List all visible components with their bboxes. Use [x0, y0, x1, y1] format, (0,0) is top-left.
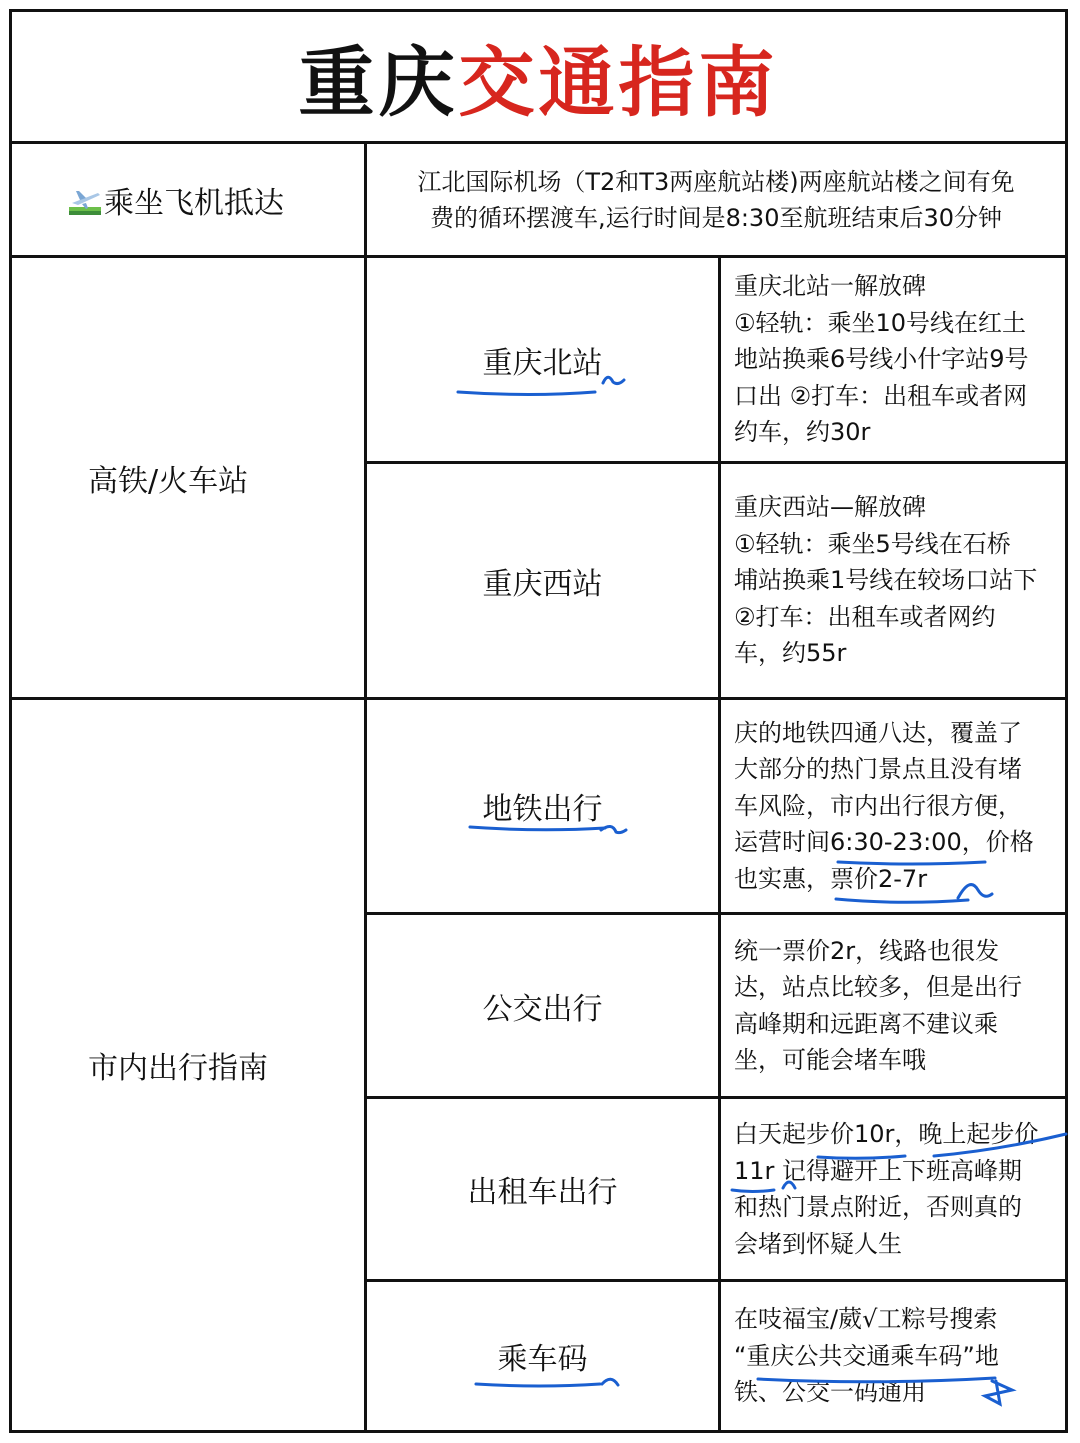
- page-title: [12, 12, 1065, 141]
- city-item-description: 在吱福宝/葳√工粽号搜索 “重庆公共交通乘车码”地 铁、公交一码通用: [734, 1305, 999, 1407]
- rail-category: [12, 258, 364, 697]
- airport-label: 乘坐飞机抵达: [104, 185, 284, 221]
- city-item-metro-description-cell: [721, 700, 1065, 912]
- city-item-description: 统一票价2r，线路也很发 达，站点比较多，但是出行 高峰期和远距离不建议乘 坐，可能会堵车哦: [734, 936, 1022, 1074]
- airplane-icon: [68, 183, 102, 217]
- city-item-name: 乘车码: [497, 1342, 588, 1377]
- city-item-name: 出租车出行: [467, 1175, 618, 1210]
- title-part-black: 重庆: [298, 38, 459, 127]
- rail-item-west-description-cell: [721, 464, 1065, 697]
- city-item-description: 庆的地铁四通八达，覆盖了 大部分的热门景点且没有堵 车风险，市内出行很方便， 运营时间6:30-23:00，价格 也实惠，票价2-7r: [734, 718, 1034, 893]
- city-category: [12, 700, 364, 1430]
- airport-description-cell: [367, 144, 1065, 255]
- city-item-bus-description-cell: [721, 915, 1065, 1096]
- rail-item-west: [367, 464, 718, 697]
- city-item-taxi: [367, 1099, 718, 1279]
- rail-item-description: 重庆北站一解放碑 ①轻轨：乘坐10号线在红土 地站换乘6号线小什字站9号 口出 ②打车：出租车或者网 约车，约30r: [734, 272, 1029, 447]
- city-item-bus: [367, 915, 718, 1096]
- rail-item-description: 重庆西站—解放碑 ①轻轨：乘坐5号线在石桥 埔站换乘1号线在较场口站下 ②打车：出租车或者网约 车，约55r: [734, 493, 1038, 668]
- title-part-red: 交通指南: [458, 38, 779, 127]
- city-item-name: 地铁出行: [482, 792, 603, 827]
- city-item-metro: [367, 700, 718, 912]
- city-item-description: 白天起步价10r，晚上起步价 11r 记得避开上下班高峰期 和热门景点附近，否则真的 会堵到怀疑人生: [734, 1120, 1039, 1258]
- rail-item-north: [367, 258, 718, 461]
- city-item-taxi-description-cell: [721, 1099, 1065, 1279]
- city-item-ride-code-description-cell: [721, 1282, 1065, 1430]
- airport-label-cell: [12, 144, 364, 255]
- city-item-ride-code: [367, 1282, 718, 1430]
- rail-item-north-description-cell: [721, 258, 1065, 461]
- rail-item-name: 重庆西站: [482, 566, 603, 602]
- rail-category-label: 高铁/火车站: [88, 463, 249, 499]
- rail-item-name: 重庆北站: [482, 345, 603, 381]
- airport-description: 江北国际机场（T2和T3两座航站楼)两座航站楼之间有免 费的循环摆渡车,运行时间是8:30至航班结束后30分钟: [417, 167, 1015, 232]
- city-item-name: 公交出行: [482, 991, 603, 1027]
- city-category-label: 市内出行指南: [88, 1051, 268, 1086]
